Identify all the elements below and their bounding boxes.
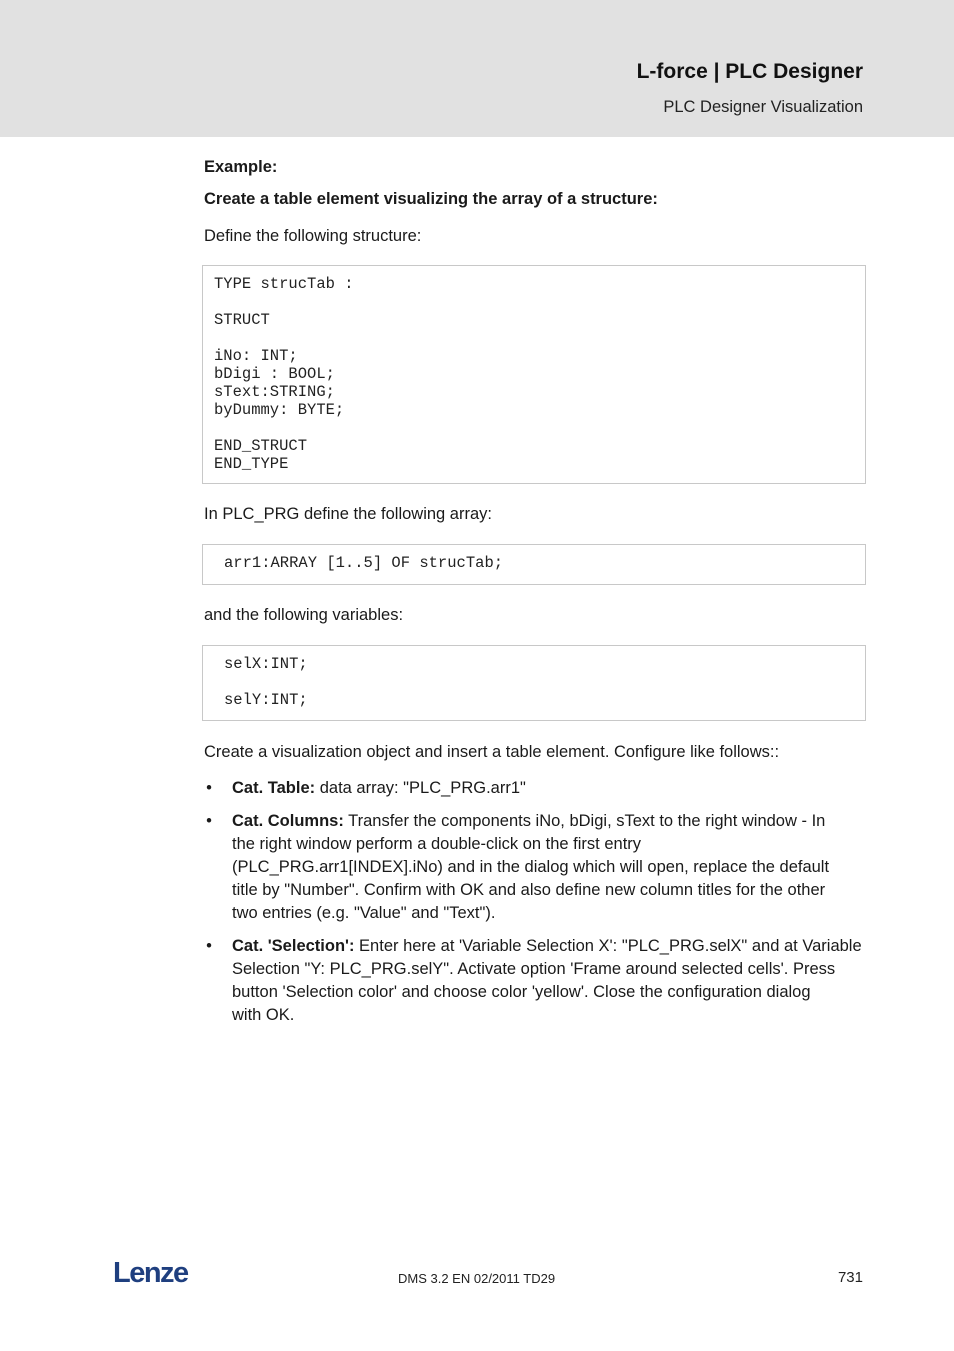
- lenze-logo: Lenze: [113, 1257, 188, 1289]
- configure-intro: Create a visualization object and insert a table element. Configure like follows::: [204, 743, 780, 761]
- bullet-text: Transfer the components iNo, bDigi, sText to the right window - In: [348, 812, 826, 830]
- list-item: [204, 810, 869, 925]
- array-intro: In PLC_PRG define the following array:: [204, 505, 492, 523]
- array-code-block: [202, 544, 866, 585]
- list-item: [204, 935, 869, 1027]
- structure-intro: Define the following structure:: [204, 227, 422, 245]
- bullet-text: the right window perform a double-click on the first entry: [232, 835, 642, 853]
- bullet-icon: •: [206, 812, 212, 830]
- bullet-text: with OK.: [232, 1006, 295, 1024]
- bullet-text: Enter here at 'Variable Selection X': "PLC_PRG.selX" and at Variable: [359, 937, 862, 955]
- bullet-text: (PLC_PRG.arr1[INDEX].iNo) and in the dialog which will open, replace the default: [232, 858, 830, 876]
- variables-intro: and the following variables:: [204, 606, 404, 624]
- section-heading: Create a table element visualizing the array of a structure:: [204, 190, 658, 208]
- bullet-text: button 'Selection color' and choose color 'yellow'. Close the configuration dialog: [232, 983, 811, 1001]
- list-item: [204, 777, 869, 800]
- example-label: Example:: [204, 158, 278, 176]
- struct-code-block: [202, 265, 866, 484]
- struct-code: TYPE strucTab : STRUCT iNo: INT; bDigi : BOOL; sText:STRING; byDummy: BYTE; END_STRUCT END_TYPE: [214, 275, 354, 473]
- variables-code-block: [202, 645, 866, 721]
- bullet-icon: •: [206, 779, 212, 797]
- variables-code: selX:INT; selY:INT;: [224, 655, 308, 709]
- bullet-text: data array: "PLC_PRG.arr1": [319, 779, 526, 797]
- bullet-label: Cat. Table:: [232, 779, 316, 797]
- bullet-label: Cat. Columns:: [232, 812, 344, 830]
- document-title: L-force | PLC Designer: [636, 60, 863, 83]
- bullet-text: title by "Number". Confirm with OK and also define new column titles for the other: [232, 881, 826, 899]
- bullet-text: Selection "Y: PLC_PRG.selY". Activate option 'Frame around selected cells'. Press: [232, 960, 836, 978]
- bullet-label: Cat. 'Selection':: [232, 937, 355, 955]
- configuration-list: [204, 777, 869, 1037]
- page-number: 731: [837, 1269, 863, 1286]
- bullet-text: two entries (e.g. "Value" and "Text").: [232, 904, 496, 922]
- bullet-icon: •: [206, 937, 212, 955]
- document-id: DMS 3.2 EN 02/2011 TD29: [398, 1271, 556, 1286]
- document-subtitle: PLC Designer Visualization: [663, 98, 863, 116]
- page-header: [0, 0, 954, 137]
- array-code: arr1:ARRAY [1..5] OF strucTab;: [224, 554, 504, 572]
